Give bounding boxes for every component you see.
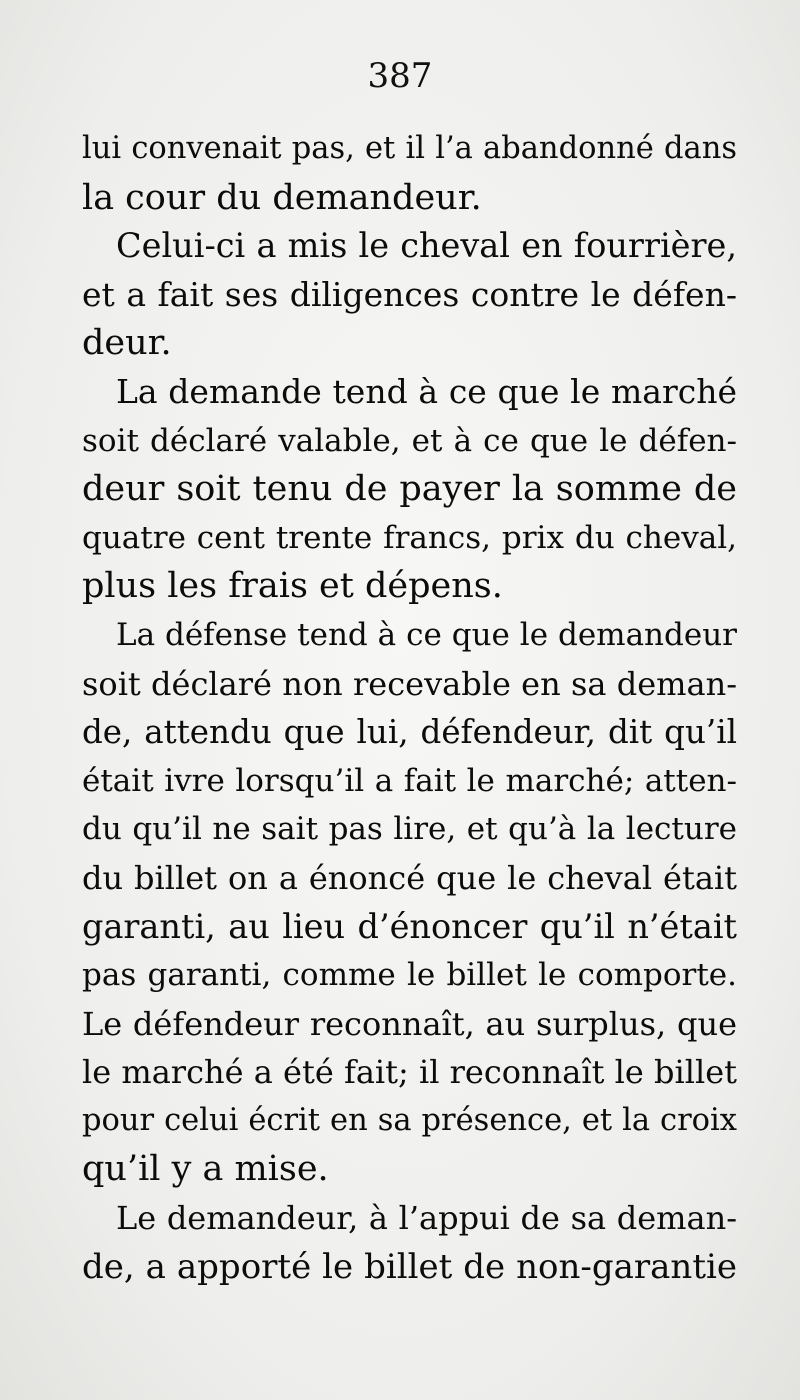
text-line: Le demandeur, à l’appui de sa deman-	[116, 1199, 737, 1238]
text-line: lui convenait pas, et il l’a abandonné dans	[82, 131, 737, 166]
text-line: soit déclaré non recevable en sa deman-	[82, 664, 737, 703]
text-line: du billet on a énoncé que le cheval était	[82, 858, 737, 897]
text-line: La demande tend à ce que le marché	[116, 371, 737, 411]
text-line: soit déclaré valable, et à ce que le défen-	[82, 422, 737, 459]
text-line: était ivre lorsqu’il a fait le marché; atten-	[82, 762, 737, 799]
text-line: deur.	[82, 323, 172, 364]
text-line: du qu’il ne sait pas lire, et qu’à la lecture	[82, 811, 737, 848]
page-number: 387	[367, 56, 433, 96]
text-line: et a fait ses diligences contre le défen-	[82, 274, 737, 314]
text-line: Celui-ci a mis le cheval en fourrière,	[116, 226, 737, 266]
text-line: le marché a été fait; il reconnaît le billet	[82, 1053, 737, 1092]
text-line: de, a apporté le billet de non-garantie	[82, 1246, 737, 1287]
text-line: Le défendeur reconnaît, au surplus, que	[82, 1004, 737, 1043]
text-line: de, attendu que lui, défendeur, dit qu’il	[82, 713, 737, 752]
text-line: deur soit tenu de payer la somme de	[82, 469, 737, 510]
text-line: plus les frais et dépens.	[82, 566, 503, 607]
text-line: qu’il y a mise.	[82, 1149, 329, 1190]
text-line: la cour du demandeur.	[82, 177, 482, 218]
text-line: garanti, au lieu d’énoncer qu’il n’était	[82, 906, 737, 946]
text-line: pour celui écrit en sa présence, et la croix	[82, 1102, 737, 1138]
text-line: quatre cent trente francs, prix du cheval,	[82, 519, 737, 556]
body-text	[82, 125, 737, 1291]
text-line: La défense tend à ce que le demandeur	[116, 616, 737, 653]
text-line: pas garanti, comme le billet le comporte.	[82, 957, 737, 994]
